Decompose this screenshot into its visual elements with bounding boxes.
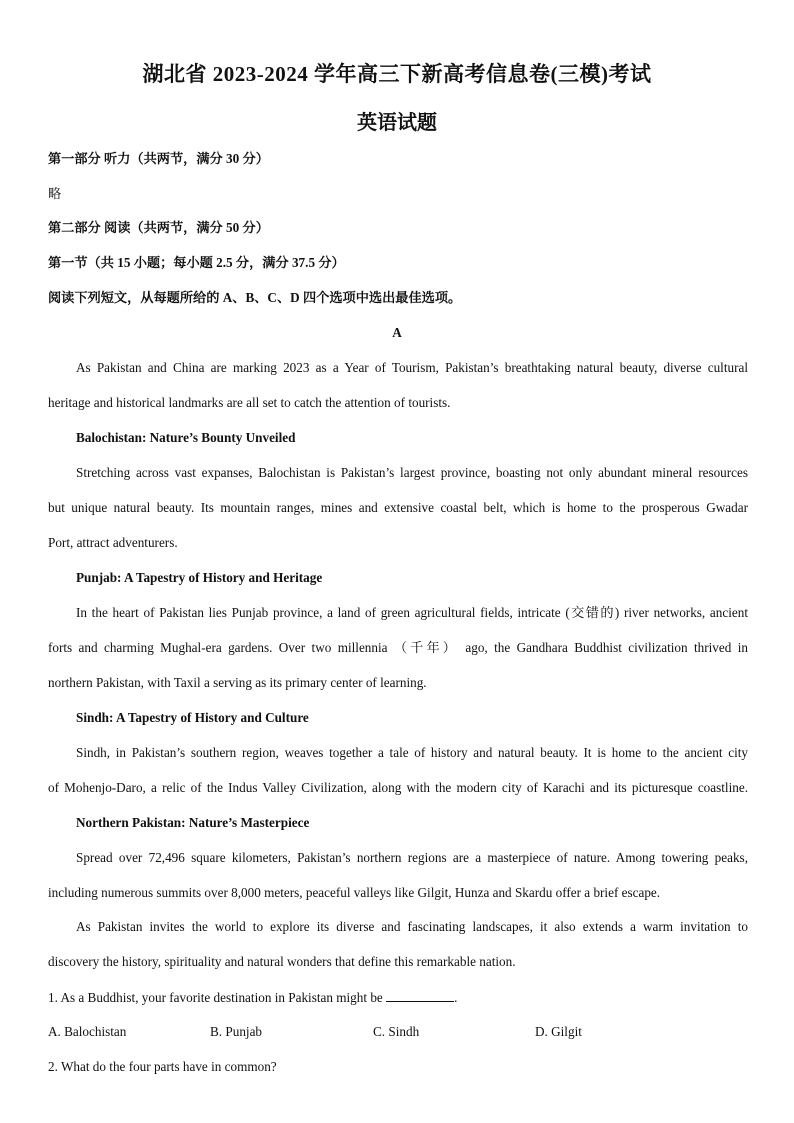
question-1-text: 1. As a Buddhist, your favorite destination in Pakistan might be: [48, 990, 383, 1005]
option-c[interactable]: C. Sindh: [373, 1024, 420, 1039]
balochistan-line-1: Stretching across vast expanses, Balochistan is Pakistan’s largest province, boasting not only abundant mineral resources: [76, 465, 748, 480]
conclusion-line-2: discovery the history, spirituality and natural wonders that define this remarkable nation.: [48, 954, 516, 969]
exam-subtitle: 英语试题: [357, 112, 437, 134]
reading-instruction: 阅读下列短文，从每题所给的 A、B、C、D 四个选项中选出最佳选项。: [48, 290, 462, 305]
intro-line-1: As Pakistan and China are marking 2023 as a Year of Tourism, Pakistan’s breathtaking natural beauty, diverse cultural: [76, 360, 748, 375]
option-a[interactable]: A. Balochistan: [48, 1024, 127, 1039]
punjab-line-2: forts and charming Mughal-era gardens. Over two millennia （千年） ago, the Gandhara Buddhist civilization thrived in: [48, 640, 748, 655]
northern-line-1: Spread over 72,496 square kilometers, Pakistan’s northern regions are a masterpiece of nature. Among towering peaks,: [76, 850, 748, 865]
sindh-line-2: of Mohenjo-Daro, a relic of the Indus Valley Civilization, along with the modern city of Karachi and its picturesque coastline.: [48, 780, 748, 795]
conclusion-line-1: As Pakistan invites the world to explore its diverse and fascinating landscapes, it also extends a warm invitation to: [76, 919, 748, 934]
question-2-stem: 2. What do the four parts have in common?: [48, 1059, 277, 1074]
heading-balochistan: Balochistan: Nature’s Bounty Unveiled: [76, 430, 296, 445]
exam-title: 湖北省 2023-2024 学年高三下新高考信息卷(三模)考试: [142, 62, 652, 86]
section1-heading: 第一节（共 15 小题；每小题 2.5 分，满分 37.5 分）: [48, 255, 345, 270]
option-b[interactable]: B. Punjab: [210, 1024, 263, 1039]
punjab-line-1: In the heart of Pakistan lies Punjab province, a land of green agricultural fields, intricate (交错的) river networks, ancient: [76, 605, 748, 620]
part1-heading: 第一部分 听力（共两节，满分 30 分）: [48, 151, 269, 166]
punjab-line-3: northern Pakistan, with Taxil a serving as its primary center of learning.: [48, 675, 427, 690]
option-d[interactable]: D. Gilgit: [535, 1024, 582, 1039]
heading-punjab: Punjab: A Tapestry of History and Heritage: [76, 570, 323, 585]
intro-line-2: heritage and historical landmarks are all set to catch the attention of tourists.: [48, 395, 451, 410]
question-1-period: .: [454, 990, 458, 1005]
heading-sindh: Sindh: A Tapestry of History and Culture: [76, 710, 309, 725]
northern-line-2: including numerous summits over 8,000 meters, peaceful valleys like Gilgit, Hunza and Skardu offer a brief escape.: [48, 885, 661, 900]
part1-note: 略: [48, 186, 62, 201]
answer-blank: [386, 989, 454, 1002]
heading-northern-pakistan: Northern Pakistan: Nature’s Masterpiece: [76, 815, 310, 830]
balochistan-line-2: but unique natural beauty. Its mountain ranges, mines and extensive coastal belt, which is home to the prosperous Gwadar: [48, 500, 748, 515]
sindh-line-1: Sindh, in Pakistan’s southern region, weaves together a tale of history and natural beauty. It is home to the ancient city: [76, 745, 748, 760]
part2-heading: 第二部分 阅读（共两节，满分 50 分）: [48, 220, 269, 235]
question-1-stem: [48, 989, 748, 1006]
balochistan-line-3: Port, attract adventurers.: [48, 535, 178, 550]
passage-label: A: [392, 325, 402, 340]
